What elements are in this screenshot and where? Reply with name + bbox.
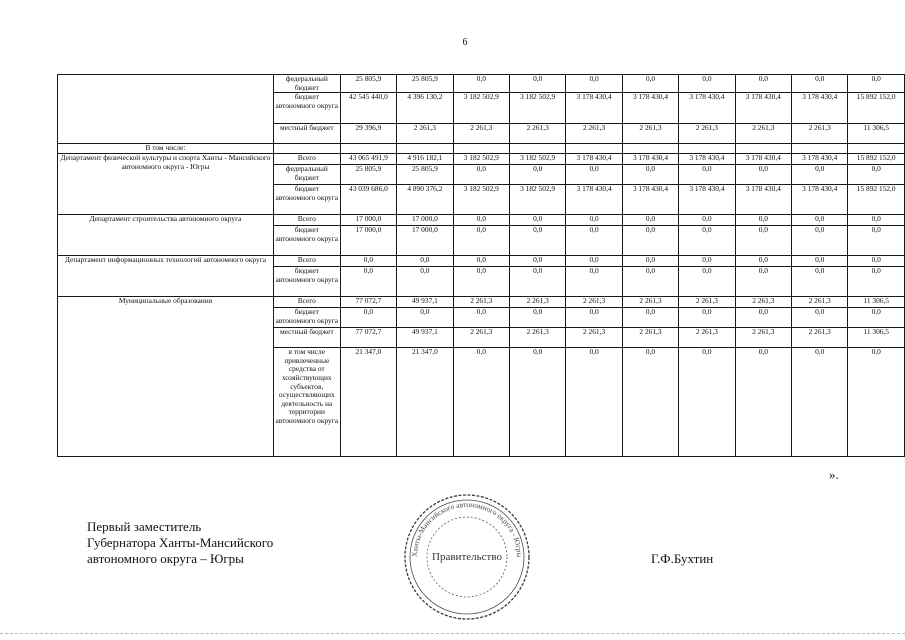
value-cell: 3 178 430,4 <box>679 93 735 124</box>
value-cell: 0,0 <box>566 165 622 185</box>
value-cell: 0,0 <box>566 348 622 457</box>
value-cell: 3 178 430,4 <box>622 154 678 165</box>
value-cell: 77 072,7 <box>340 328 397 348</box>
org-cell <box>58 75 274 144</box>
value-cell: 0,0 <box>735 75 791 93</box>
value-cell: 0,0 <box>509 75 565 93</box>
value-cell: 0,0 <box>848 215 905 226</box>
value-cell: 0,0 <box>848 75 905 93</box>
value-cell: 2 261,3 <box>679 124 735 144</box>
value-cell: 3 178 430,4 <box>622 93 678 124</box>
value-cell <box>679 144 735 154</box>
value-cell: 0,0 <box>397 256 453 267</box>
value-cell: 4 396 130,2 <box>397 93 453 124</box>
value-cell: 0,0 <box>566 267 622 297</box>
signer-position-line: Губернатора Ханты-Мансийского <box>87 535 274 550</box>
signer-position <box>87 519 273 567</box>
value-cell: 0,0 <box>792 256 848 267</box>
value-cell: 0,0 <box>848 256 905 267</box>
value-cell: 0,0 <box>622 165 678 185</box>
table-row <box>58 297 905 308</box>
table-row <box>58 154 905 165</box>
funding-source-cell: бюджет автономного округа <box>273 93 340 124</box>
value-cell: 3 178 430,4 <box>622 185 678 215</box>
value-cell: 0,0 <box>679 165 735 185</box>
funding-source-cell: Всего <box>273 297 340 308</box>
value-cell: 2 261,3 <box>622 124 678 144</box>
funding-source-cell: Всего <box>273 154 340 165</box>
value-cell: 0,0 <box>679 256 735 267</box>
value-cell <box>622 144 678 154</box>
value-cell: 15 892 152,0 <box>848 93 905 124</box>
value-cell <box>735 144 791 154</box>
value-cell: 0,0 <box>679 348 735 457</box>
value-cell: 0,0 <box>509 215 565 226</box>
value-cell: 3 178 430,4 <box>735 93 791 124</box>
value-cell: 0,0 <box>735 226 791 256</box>
value-cell: 2 261,3 <box>792 124 848 144</box>
funding-source-cell: в том числе привлеченные средства от хозяйствующих субъектов, осуществляющих деятельность на территории автономного округа <box>273 348 340 457</box>
value-cell: 0,0 <box>453 75 509 93</box>
value-cell: 42 545 440,0 <box>340 93 397 124</box>
value-cell: 0,0 <box>453 256 509 267</box>
value-cell: 0,0 <box>566 226 622 256</box>
value-cell: 3 182 502,9 <box>453 154 509 165</box>
value-cell <box>340 144 397 154</box>
value-cell: 0,0 <box>679 215 735 226</box>
scan-edge <box>0 633 905 634</box>
table-row <box>58 215 905 226</box>
value-cell: 2 261,3 <box>453 124 509 144</box>
value-cell: 17 000,0 <box>340 215 397 226</box>
value-cell: 0,0 <box>340 256 397 267</box>
value-cell: 0,0 <box>566 75 622 93</box>
org-cell: В том числе: <box>58 144 274 154</box>
value-cell: 3 178 430,4 <box>679 185 735 215</box>
value-cell: 3 182 502,9 <box>453 93 509 124</box>
value-cell: 4 916 182,1 <box>397 154 453 165</box>
value-cell: 25 805,9 <box>397 75 453 93</box>
value-cell: 0,0 <box>622 226 678 256</box>
value-cell: 2 261,3 <box>679 328 735 348</box>
value-cell: 3 178 430,4 <box>566 93 622 124</box>
value-cell: 0,0 <box>453 215 509 226</box>
value-cell: 25 805,9 <box>397 165 453 185</box>
funding-source-cell: местный бюджет <box>273 124 340 144</box>
value-cell: 3 178 430,4 <box>566 185 622 215</box>
funding-source-cell: бюджет автономного округа <box>273 185 340 215</box>
value-cell: 0,0 <box>792 165 848 185</box>
value-cell: 0,0 <box>679 226 735 256</box>
seal-center-text: Правительство <box>432 551 502 563</box>
value-cell: 0,0 <box>735 348 791 457</box>
value-cell: 3 178 430,4 <box>735 154 791 165</box>
value-cell: 0,0 <box>509 256 565 267</box>
org-cell: Муниципальные образования <box>58 297 274 457</box>
org-cell: Департамент физической культуры и спорта Ханты - Мансийского автономного округа - Югры <box>58 154 274 215</box>
value-cell <box>792 144 848 154</box>
value-cell: 43 039 686,0 <box>340 185 397 215</box>
value-cell: 2 261,3 <box>566 297 622 308</box>
funding-source-cell: федеральный бюджет <box>273 75 340 93</box>
value-cell: 0,0 <box>622 75 678 93</box>
value-cell: 3 178 430,4 <box>792 154 848 165</box>
value-cell: 3 178 430,4 <box>566 154 622 165</box>
org-cell: Департамент информационных технологий автономного округа <box>58 256 274 297</box>
value-cell: 2 261,3 <box>622 328 678 348</box>
funding-source-cell: Всего <box>273 256 340 267</box>
table-row <box>58 75 905 93</box>
value-cell: 2 261,3 <box>453 297 509 308</box>
signer-position-line: автономного округа – Югры <box>87 551 244 566</box>
value-cell: 15 892 152,0 <box>848 185 905 215</box>
funding-source-cell: федеральный бюджет <box>273 165 340 185</box>
value-cell: 2 261,3 <box>792 328 848 348</box>
value-cell: 2 261,3 <box>453 328 509 348</box>
value-cell: 0,0 <box>735 256 791 267</box>
funding-source-cell: бюджет автономного округа <box>273 308 340 328</box>
value-cell: 2 261,3 <box>566 328 622 348</box>
value-cell: 2 261,3 <box>566 124 622 144</box>
value-cell: 0,0 <box>509 267 565 297</box>
funding-source-cell: бюджет автономного округа <box>273 226 340 256</box>
value-cell: 0,0 <box>792 215 848 226</box>
value-cell: 0,0 <box>453 226 509 256</box>
value-cell: 0,0 <box>848 308 905 328</box>
value-cell: 0,0 <box>848 267 905 297</box>
value-cell: 11 306,5 <box>848 328 905 348</box>
value-cell: 3 182 502,9 <box>509 93 565 124</box>
value-cell: 0,0 <box>509 165 565 185</box>
value-cell: 0,0 <box>792 226 848 256</box>
value-cell: 0,0 <box>622 267 678 297</box>
value-cell: 3 182 502,9 <box>453 185 509 215</box>
value-cell <box>566 144 622 154</box>
value-cell: 2 261,3 <box>679 297 735 308</box>
value-cell: 0,0 <box>566 256 622 267</box>
value-cell: 21 347,0 <box>397 348 453 457</box>
value-cell: 0,0 <box>453 267 509 297</box>
funding-source-cell: Всего <box>273 215 340 226</box>
funding-source-cell: бюджет автономного округа <box>273 267 340 297</box>
value-cell: 2 261,3 <box>509 124 565 144</box>
value-cell: 0,0 <box>397 308 453 328</box>
value-cell: 2 261,3 <box>622 297 678 308</box>
value-cell: 2 261,3 <box>735 297 791 308</box>
value-cell: 2 261,3 <box>397 124 453 144</box>
funding-source-cell <box>273 144 340 154</box>
value-cell: 25 805,9 <box>340 75 397 93</box>
value-cell: 0,0 <box>679 75 735 93</box>
value-cell: 0,0 <box>735 215 791 226</box>
value-cell: 0,0 <box>848 226 905 256</box>
signer-name: Г.Ф.Бухтин <box>651 551 714 566</box>
value-cell: 3 182 502,9 <box>509 185 565 215</box>
official-seal <box>401 491 533 623</box>
value-cell: 17 000,0 <box>340 226 397 256</box>
value-cell: 11 306,5 <box>848 124 905 144</box>
value-cell: 49 937,1 <box>397 297 453 308</box>
value-cell: 0,0 <box>340 267 397 297</box>
signer-position-line: Первый заместитель <box>87 519 202 534</box>
value-cell: 0,0 <box>735 165 791 185</box>
value-cell: 0,0 <box>679 308 735 328</box>
value-cell: 0,0 <box>566 308 622 328</box>
value-cell: 0,0 <box>735 308 791 328</box>
value-cell: 0,0 <box>622 256 678 267</box>
value-cell: 3 178 430,4 <box>679 154 735 165</box>
value-cell: 0,0 <box>453 348 509 457</box>
value-cell <box>848 144 905 154</box>
value-cell: 0,0 <box>622 308 678 328</box>
value-cell: 3 182 502,9 <box>509 154 565 165</box>
value-cell: 0,0 <box>848 165 905 185</box>
value-cell: 0,0 <box>848 348 905 457</box>
table-row <box>58 256 905 267</box>
value-cell: 43 065 491,9 <box>340 154 397 165</box>
value-cell: 0,0 <box>792 348 848 457</box>
value-cell <box>397 144 453 154</box>
value-cell: 77 072,7 <box>340 297 397 308</box>
value-cell: 2 261,3 <box>735 124 791 144</box>
value-cell: 0,0 <box>679 267 735 297</box>
value-cell: 3 178 430,4 <box>735 185 791 215</box>
value-cell: 11 306,5 <box>848 297 905 308</box>
value-cell: 0,0 <box>340 308 397 328</box>
value-cell: 0,0 <box>792 267 848 297</box>
value-cell: 0,0 <box>622 215 678 226</box>
closing-quote: ». <box>829 467 839 482</box>
value-cell: 2 261,3 <box>792 297 848 308</box>
value-cell: 17 000,0 <box>397 215 453 226</box>
value-cell: 3 178 430,4 <box>792 93 848 124</box>
value-cell: 3 178 430,4 <box>792 185 848 215</box>
value-cell: 0,0 <box>792 75 848 93</box>
value-cell: 21 347,0 <box>340 348 397 457</box>
page-number: 6 <box>462 37 468 48</box>
value-cell: 0,0 <box>735 267 791 297</box>
value-cell: 0,0 <box>453 165 509 185</box>
table-row <box>58 144 905 154</box>
financing-table <box>57 74 905 457</box>
value-cell: 0,0 <box>397 267 453 297</box>
value-cell: 2 261,3 <box>735 328 791 348</box>
funding-source-cell: местный бюджет <box>273 328 340 348</box>
value-cell: 0,0 <box>453 308 509 328</box>
value-cell: 0,0 <box>509 226 565 256</box>
value-cell: 0,0 <box>622 348 678 457</box>
value-cell: 17 000,0 <box>397 226 453 256</box>
value-cell: 15 892 152,0 <box>848 154 905 165</box>
value-cell: 49 937,1 <box>397 328 453 348</box>
value-cell: 0,0 <box>792 308 848 328</box>
value-cell: 25 805,9 <box>340 165 397 185</box>
value-cell: 2 261,3 <box>509 328 565 348</box>
value-cell: 0,0 <box>566 215 622 226</box>
value-cell: 0,0 <box>509 348 565 457</box>
seal-ring-text: Ханты-Мансийского автономного округа - Югры <box>409 499 525 558</box>
value-cell <box>509 144 565 154</box>
value-cell <box>453 144 509 154</box>
value-cell: 4 890 376,2 <box>397 185 453 215</box>
value-cell: 2 261,3 <box>509 297 565 308</box>
value-cell: 29 396,9 <box>340 124 397 144</box>
org-cell: Департамент строительства автономного округа <box>58 215 274 256</box>
value-cell: 0,0 <box>509 308 565 328</box>
